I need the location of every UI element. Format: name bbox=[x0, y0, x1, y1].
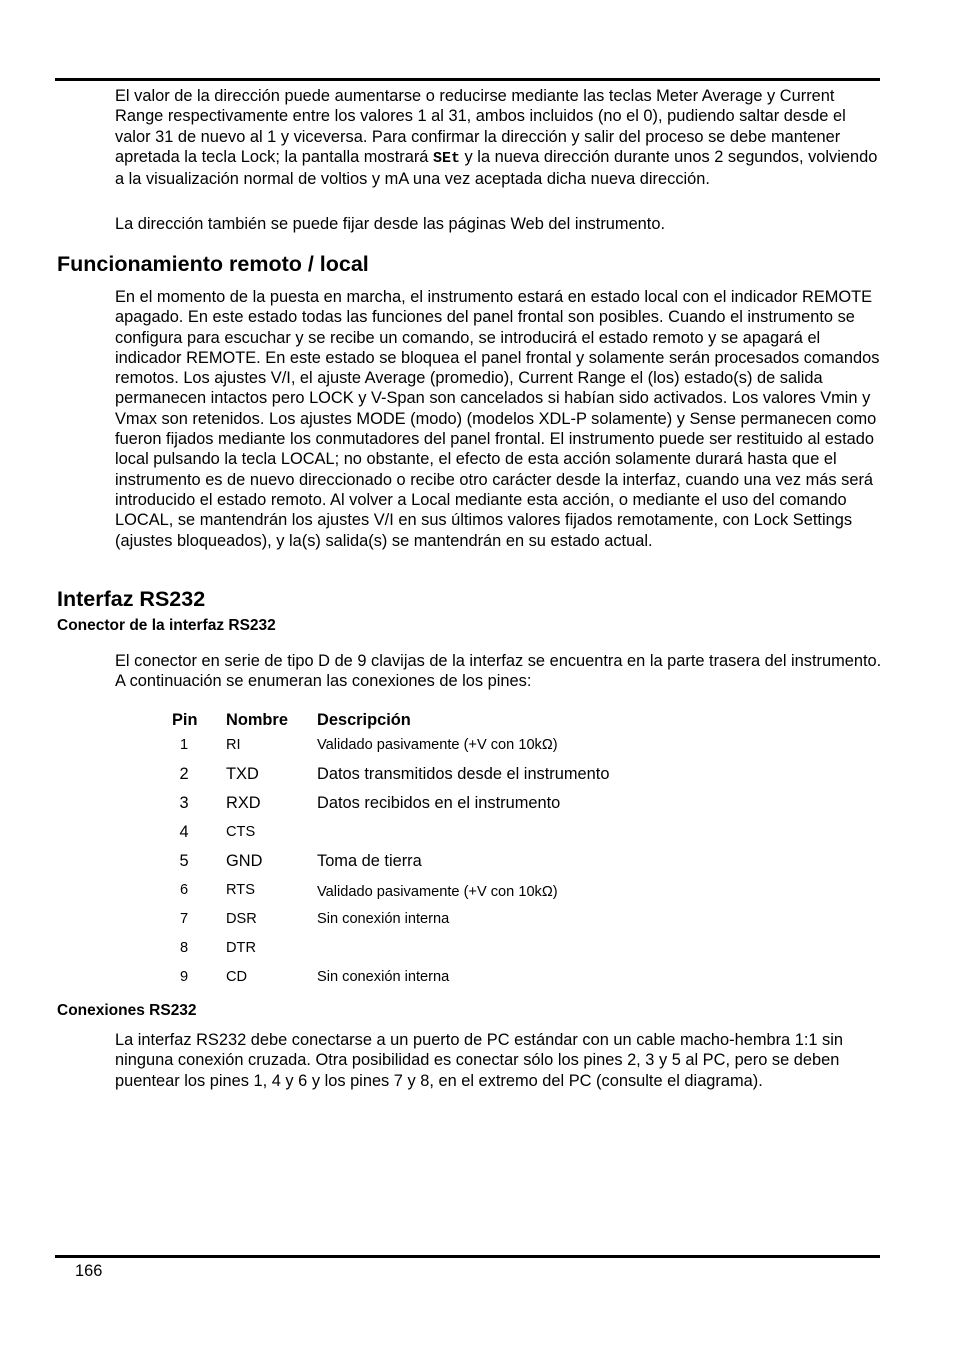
column-header-name: Nombre bbox=[226, 711, 288, 729]
subheading-connector: Conector de la interfaz RS232 bbox=[57, 617, 276, 634]
pin-number: 1 bbox=[179, 737, 189, 753]
pin-description: Datos recibidos en el instrumento bbox=[317, 794, 561, 812]
pin-number: 4 bbox=[179, 823, 189, 841]
pin-name: DSR bbox=[226, 911, 257, 927]
section-heading-rs232: Interfaz RS232 bbox=[57, 587, 206, 611]
subheading-connections: Conexiones RS232 bbox=[57, 1002, 197, 1019]
pin-name: RTS bbox=[226, 882, 255, 898]
pin-name: TXD bbox=[226, 765, 259, 783]
pin-description: Validado pasivamente (+V con 10kΩ) bbox=[317, 884, 558, 900]
pin-description: Validado pasivamente (+V con 10kΩ) bbox=[317, 737, 558, 753]
intro-paragraph-2: La dirección también se puede fijar desde las páginas Web del instrumento. bbox=[115, 215, 666, 233]
pin-name: CTS bbox=[226, 824, 256, 840]
footer-rule bbox=[55, 1255, 880, 1258]
pin-name: RI bbox=[226, 737, 241, 753]
connections-body: La interfaz RS232 debe conectarse a un puerto de PC estándar con un cable macho-hembra 1:1 sin ninguna conexión cruzada. Otra posibilidad es conectar sólo los pines 2, 3 y 5 al PC, pero se deben puentear los pines 1, 4 y 6 y los pines 7 y 8, en el extremo del PC (consulte el diagrama). bbox=[115, 1031, 844, 1090]
page-number: 166 bbox=[75, 1262, 103, 1280]
pin-description: Sin conexión interna bbox=[317, 911, 450, 927]
pin-number: 2 bbox=[179, 765, 189, 783]
set-display-code: SEt bbox=[432, 149, 460, 167]
pin-number: 6 bbox=[179, 882, 189, 898]
pin-number: 5 bbox=[179, 852, 189, 870]
pin-description: Sin conexión interna bbox=[317, 969, 450, 985]
remote-local-body: En el momento de la puesta en marcha, el instrumento estará en estado local con el indicador REMOTE apagado. En este estado todas las funciones del panel frontal son posibles. Cuando el instrumento se configura para escuchar y se recibe un comando, se introducirá el estado remoto y se apagará el indicador REMOTE. En este estado se bloquea el panel frontal y solamente serán procesados comandos remotos. Los ajustes V/I, el ajuste Average (promedio), Current Range el (los) estado(s) de salida permanecen intactos pero LOCK y V-Span son cancelados si habían sido activados. Los valores Vmin y Vmax son retenidos. Los ajustes MODE (modo) (modelos XDL-P solamente) y Sense permanecen como fueron fijados mediante los conmutadores del panel frontal. El instrumento puede ser restituido al estado local pulsando la tecla LOCAL; no obstante, el efecto de esta acción solamente durará hasta que el instrumento es de nuevo direccionado o recibe otro carácter desde la interfaz, cuando una vez más será introducido el estado remoto. Al volver a Local mediante esta acción, o mediante el uso del comando LOCAL, se mantendrán los ajustes V/I en sus últimos valores fijados remotamente, con Lock Settings (ajustes bloqueados), y la(s) salida(s) se mantendrán en su estado actual. bbox=[115, 288, 880, 550]
connector-body: El conector en serie de tipo D de 9 clavijas de la interfaz se encuentra en la parte trasera del instrumento. A continuación se enumeran las conexiones de los pines: bbox=[115, 652, 882, 691]
section-heading-remote-local: Funcionamiento remoto / local bbox=[57, 252, 369, 276]
pin-name: CD bbox=[226, 969, 248, 985]
pin-name: DTR bbox=[226, 940, 256, 956]
pin-name: GND bbox=[226, 852, 263, 870]
pin-number: 9 bbox=[179, 969, 189, 985]
header-rule bbox=[55, 78, 880, 81]
column-header-description: Descripción bbox=[317, 711, 411, 729]
intro-paragraph: El valor de la dirección puede aumentarse o reducirse mediante las teclas Meter Average y Current Range respectivamente entre los valores 1 al 31, ambos incluidos (no el 0), pudiendo saltar desde el valor 31 de nuevo al 1 y viceversa. Para confirmar la dirección y salir del proceso se debe mantener apretada la tecla Lock; la pantalla mostrará SEt y la nueva dirección durante unos 2 segundos, volviendo a la visualización normal de voltios y mA una vez aceptada dicha nueva dirección. bbox=[115, 87, 878, 189]
pin-number: 3 bbox=[179, 794, 189, 812]
pin-description: Datos transmitidos desde el instrumento bbox=[317, 765, 610, 783]
pin-number: 7 bbox=[179, 911, 189, 927]
pin-description: Toma de tierra bbox=[317, 852, 422, 870]
pin-number: 8 bbox=[179, 940, 189, 956]
pin-name: RXD bbox=[226, 794, 261, 812]
column-header-pin: Pin bbox=[172, 711, 198, 729]
